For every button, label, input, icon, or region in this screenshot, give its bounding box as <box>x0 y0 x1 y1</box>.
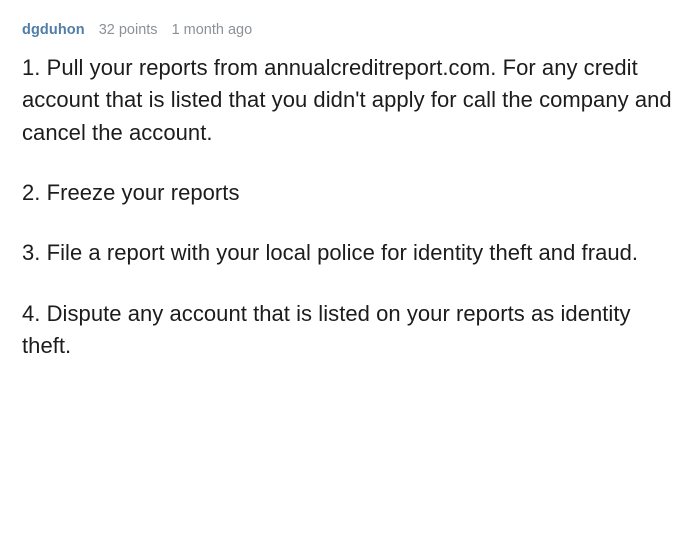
comment-paragraph: 2. Freeze your reports <box>22 179 240 205</box>
comment-paragraph: 4. Dispute any account that is listed on your reports as identity theft. <box>22 300 631 358</box>
comment-body <box>22 52 678 362</box>
comment-meta <box>22 22 678 38</box>
comment-author[interactable]: dgduhon <box>22 22 85 38</box>
comment-timestamp: 1 month ago <box>171 22 253 38</box>
comment-paragraph: 3. File a report with your local police for identity theft and fraud. <box>22 240 639 266</box>
comment-paragraph: 1. Pull your reports from annualcreditreport.com. For any credit account that is listed that you didn't apply for call the company and cancel the account. <box>22 55 672 145</box>
comment-points: 32 points <box>98 22 158 38</box>
